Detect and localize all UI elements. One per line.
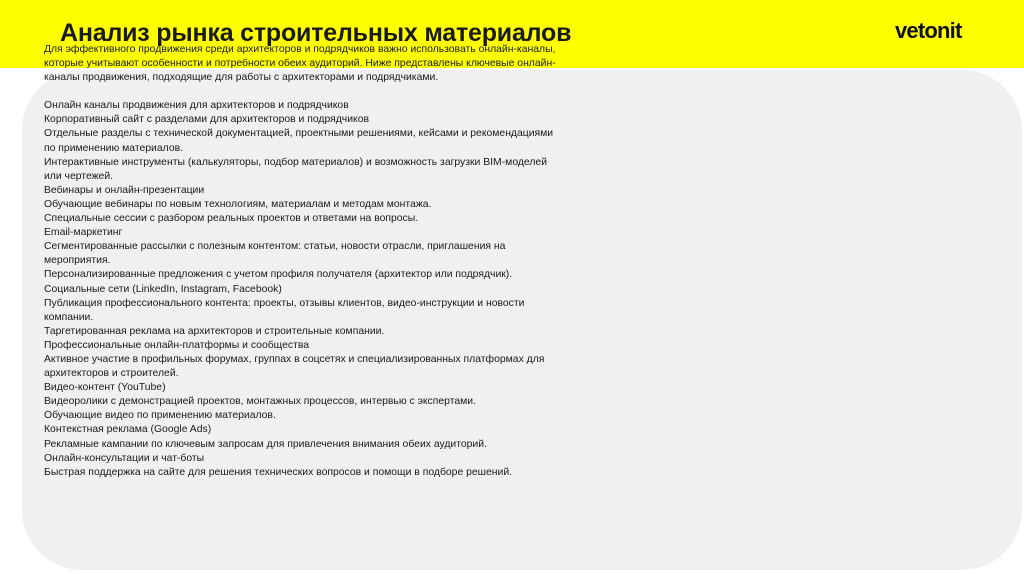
text-line: Отдельные разделы с технической документацией, проектными решениями, кейсами и рекомендациями по применению материалов. [44, 128, 554, 154]
vetonit-logo: vetonit [895, 18, 962, 43]
text-line: Email-маркетинг [44, 227, 123, 239]
text-line: Сегментированные рассылки с полезным контентом: статьи, новости отрасли, приглашения на мероприятия. [44, 241, 506, 267]
text-line: Рекламные кампании по ключевым запросам для привлечения внимания обеих аудиторий. [44, 438, 487, 450]
text-line: Специальные сессии с разбором реальных проектов и ответами на вопросы. [44, 213, 419, 225]
text-line: Социальные сети (LinkedIn, Instagram, Facebook) [44, 283, 282, 295]
text-line: Публикация профессионального контента: проекты, отзывы клиентов, видео-инструкции и новости компании. [44, 297, 525, 323]
intro-paragraph: Для эффективного продвижения среди архитекторов и подрядчиков важно использовать онлайн-каналы, которые учитывают особенности и потребности обеих аудиторий. Ниже представлены ключевые онлайн-каналы продвижения, подходящие для работы с архитекторами и подрядчиками. [44, 44, 556, 84]
slide-body [44, 43, 564, 480]
text-line: Корпоративный сайт с разделами для архитекторов и подрядчиков [44, 114, 369, 126]
text-line: Онлайн-консультации и чат-боты [44, 452, 205, 464]
text-line: Профессиональные онлайн-платформы и сообщества [44, 339, 310, 351]
text-line: Контекстная реклама (Google Ads) [44, 424, 212, 436]
text-line: Интерактивные инструменты (калькуляторы, подбор материалов) и возможность загрузки BIM-моделей или чертежей. [44, 156, 548, 182]
text-line: Онлайн каналы продвижения для архитекторов и подрядчиков [44, 100, 349, 112]
slide-title: Анализ рынка строительных материалов [60, 19, 572, 47]
text-line: Персонализированные предложения с учетом профиля получателя (архитектор или подрядчик). [44, 269, 513, 281]
text-line: Активное участие в профильных форумах, группах в соцсетях и специализированных платформах для архитекторов и строителей. [44, 353, 545, 380]
text-line: Видео-контент (YouTube) [44, 382, 166, 394]
text-line: Вебинары и онлайн-презентации [44, 184, 205, 196]
text-line: Таргетированная реклама на архитекторов и строительные компании. [44, 325, 385, 337]
text-line: Обучающие вебинары по новым технологиям, материалам и методам монтажа. [44, 198, 432, 210]
text-line: Быстрая поддержка на сайте для решения технических вопросов и помощи в подборе решений. [44, 466, 513, 478]
text-line: Обучающие видео по применению материалов. [44, 410, 276, 422]
text-line: Видеоролики с демонстрацией проектов, монтажных процессов, интервью с экспертами. [44, 396, 476, 408]
